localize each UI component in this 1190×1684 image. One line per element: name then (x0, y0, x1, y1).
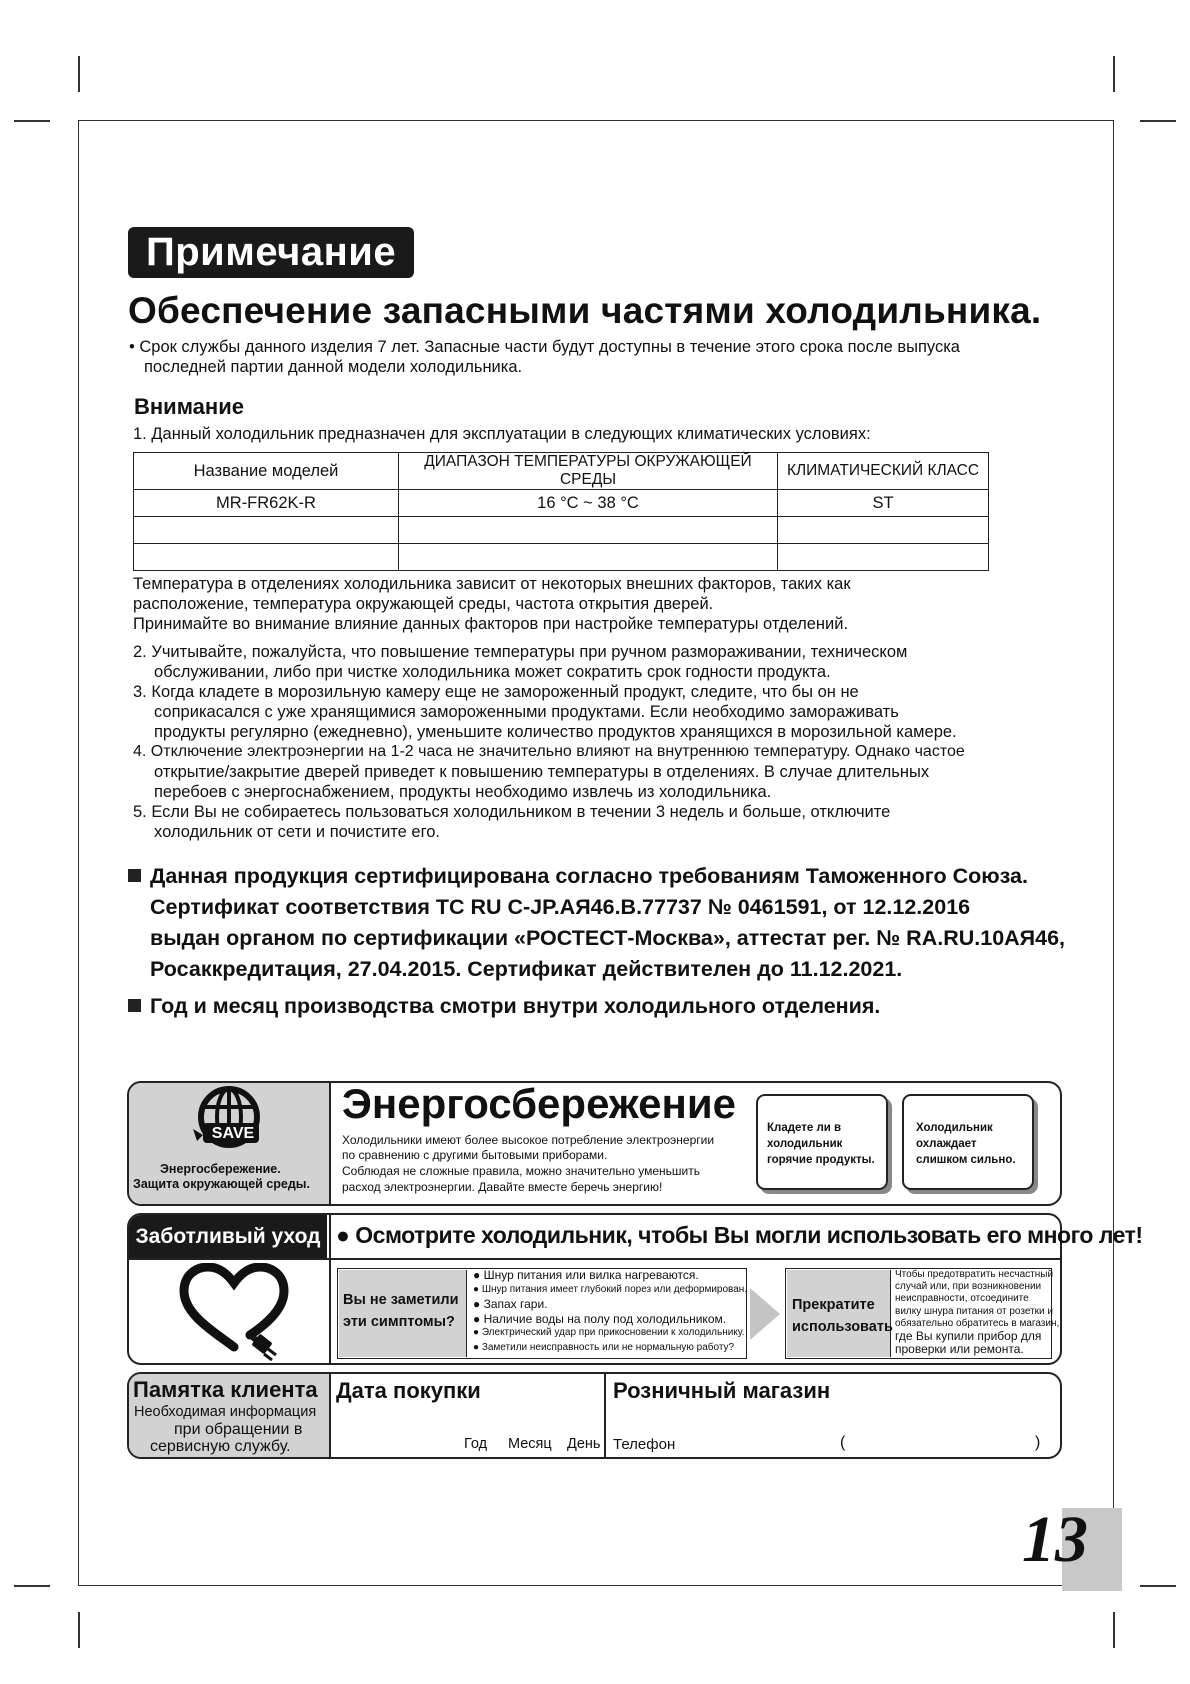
purchase-date-label: Дата покупки (336, 1378, 481, 1403)
arrow-right-icon (750, 1288, 780, 1340)
crop-mark (1113, 1612, 1115, 1648)
tip-text: Холодильник (916, 1122, 993, 1134)
globe-save-icon (189, 1085, 269, 1165)
attention-item-5: холодильник от сети и почистите его. (154, 823, 441, 841)
list-item: ● Запах гари. (473, 1297, 548, 1311)
table-cell: MR-FR62K-R (134, 490, 399, 517)
energy-caption: Энергосбережение. (160, 1162, 281, 1176)
table-cell (134, 544, 399, 571)
question-text: Вы не заметили (343, 1292, 459, 1308)
list-item: ● Шнур питания или вилка нагреваются. (473, 1268, 699, 1282)
phone-paren: ( (840, 1434, 846, 1451)
crop-mark (14, 120, 50, 122)
table-header: КЛИМАТИЧЕСКИЙ КЛАСС (778, 453, 989, 490)
list-item: ● Электрический удар при прикосновении к холодильнику. (473, 1327, 745, 1338)
memo-subtitle: при обращении в (174, 1421, 303, 1438)
care-divider (329, 1215, 331, 1363)
tip-text: Кладете ли в (767, 1122, 842, 1134)
store-label: Розничный магазин (613, 1378, 831, 1403)
energy-text: Холодильники имеют более высокое потребление электроэнергии (342, 1133, 715, 1147)
production-date-note: Год и месяц производства смотри внутри холодильного отделения. (128, 991, 880, 1022)
table-row (134, 544, 989, 571)
table-cell (134, 517, 399, 544)
memo-divider (604, 1374, 606, 1457)
page-title: Обеспечение запасными частями холодильника. (128, 290, 1042, 331)
memo-subtitle: сервисную службу. (150, 1438, 291, 1455)
service-life-line: последней партии данной модели холодильника. (144, 358, 523, 376)
page-number: 13 (1022, 1503, 1088, 1576)
square-bullet-icon (128, 999, 141, 1012)
energy-text: расход электроэнергии. Давайте вместе беречь энергию! (342, 1180, 663, 1194)
crop-mark (1140, 1585, 1176, 1587)
square-bullet-icon (128, 869, 141, 882)
table-cell: ST (778, 490, 989, 517)
energy-tip-card (902, 1094, 1034, 1190)
question-text: эти симптомы? (343, 1314, 455, 1330)
phone-paren: ) (1035, 1434, 1041, 1451)
phone-label: Телефон (613, 1436, 676, 1453)
list-item: ● Шнур питания имеет глубокий порез или деформирован. (473, 1283, 748, 1295)
energy-text: Соблюдая не сложные правила, можно значительно уменьшить (342, 1164, 701, 1178)
temp-note: расположение, температура окружающей среды, частота открытия дверей. (133, 595, 714, 613)
month-label: Месяц (508, 1436, 552, 1452)
care-headline: ● Осмотрите холодильник, чтобы Вы могли использовать его много лет! (336, 1222, 1143, 1248)
attention-item-3: продукты регулярно (ежедневно), уменьшите количество продуктов хранящихся в морозильной камере. (154, 723, 957, 741)
crop-mark (14, 1585, 50, 1587)
temp-note: Принимайте во внимание влияние данных факторов при настройке температуры отделений. (133, 615, 849, 633)
energy-text: по сравнению с другими бытовыми приборами. (342, 1148, 608, 1162)
care-header-line (129, 1258, 1060, 1260)
crop-mark (78, 1612, 80, 1648)
heart-plug-icon (176, 1263, 292, 1361)
attention-item-4: 4. Отключение электроэнергии на 1-2 часа не значительно влияют на внутреннюю температуру. Однако частое (133, 743, 965, 760)
attention-item-5: 5. Если Вы не собираетесь пользоваться холодильником в течении 3 недель и больше, отключите (133, 803, 891, 821)
attention-item-2: 2. Учитывайте, пожалуйста, что повышение температуры при ручном размораживании, техническом (133, 643, 908, 661)
table-header-row (134, 453, 989, 490)
service-life-line: • Срок службы данного изделия 7 лет. Запасные части будут доступны в течение этого срока после выпуска (129, 338, 960, 356)
temp-note: Температура в отделениях холодильника зависит от некоторых внешних факторов, таких как (133, 575, 851, 593)
energy-caption: Защита окружающей среды. (133, 1177, 310, 1191)
tip-text: охлаждает (916, 1138, 977, 1150)
stop-text: использовать (792, 1319, 893, 1335)
table-header: Название моделей (134, 453, 399, 490)
attention-item-4: перебоев с энергоснабжением, продукты необходимо извлечь из холодильника. (154, 783, 772, 801)
list-item: ● Наличие воды на полу под холодильником. (473, 1311, 727, 1326)
stop-text: Прекратите (792, 1297, 875, 1313)
certification-line: выдан органом по сертификации «РОСТЕСТ-Москва», аттестат рег. № RA.RU.10АЯ46, (150, 926, 1066, 950)
year-label: Год (464, 1436, 488, 1452)
table-row (134, 517, 989, 544)
attention-item-4: открытие/закрытие дверей приведет к повышению температуры в отделениях. В случае длительных (154, 763, 930, 781)
climate-table (133, 452, 989, 571)
stop-cell (787, 1270, 891, 1357)
attention-heading: Внимание (134, 394, 244, 419)
tip-text: холодильник (767, 1138, 843, 1150)
table-cell (778, 544, 989, 571)
advice-text: Чтобы предотвратить несчастный случай или, при возникновении неисправности, отсоедините вилку шнура питания от розетки и обязательно обратитесь в магазин, где Вы купили прибор для проверки или ремонта. (895, 1269, 1060, 1357)
crop-mark (78, 56, 80, 92)
symptoms-list (473, 1268, 748, 1355)
energy-title: Энергосбережение (342, 1080, 736, 1127)
tip-text: горячие продукты. (767, 1154, 875, 1166)
table-cell (399, 517, 778, 544)
attention-item-3: 3. Когда кладете в морозильную камеру еще не замороженный продукт, следите, что бы он не (133, 683, 859, 701)
certification-line: Данная продукция сертифицирована согласно требованиям Таможенного Союза. (128, 861, 1028, 892)
table-header: ДИАПАЗОН ТЕМПЕРАТУРЫ ОКРУЖАЮЩЕЙ СРЕДЫ (399, 453, 778, 490)
list-item: ● Заметили неисправность или не нормальную работу? (473, 1341, 735, 1353)
memo-subtitle: Необходимая информация (134, 1404, 317, 1420)
attention-item-3: соприкасался с уже хранящимися замороженными продуктами. Если необходимо замораживать (154, 703, 899, 721)
attention-item-1: 1. Данный холодильник предназначен для эксплуатации в следующих климатических условиях: (133, 425, 871, 443)
attention-item-2: обслуживании, либо при чистке холодильника может сократить срок годности продукта. (154, 663, 831, 681)
energy-tip-card (756, 1094, 888, 1190)
table-cell: 16 °C ~ 38 °C (399, 490, 778, 517)
table-cell (778, 517, 989, 544)
certification-line: Сертификат соответствия ТС RU C-JP.АЯ46.В.77737 № 0461591, от 12.12.2016 (150, 895, 971, 919)
crop-mark (1113, 56, 1115, 92)
crop-mark (1140, 120, 1176, 122)
certification-line: Росаккредитация, 27.04.2015. Сертификат действителен до 11.12.2021. (150, 957, 903, 981)
table-cell (399, 544, 778, 571)
tip-text: слишком сильно. (916, 1154, 1016, 1166)
table-row (134, 490, 989, 517)
save-logo-text: SAVE (211, 1125, 255, 1142)
note-badge: Примечание (128, 227, 414, 278)
care-label: Заботливый уход (129, 1215, 327, 1258)
memo-title: Памятка клиента (133, 1377, 318, 1402)
day-label: День (567, 1436, 601, 1452)
